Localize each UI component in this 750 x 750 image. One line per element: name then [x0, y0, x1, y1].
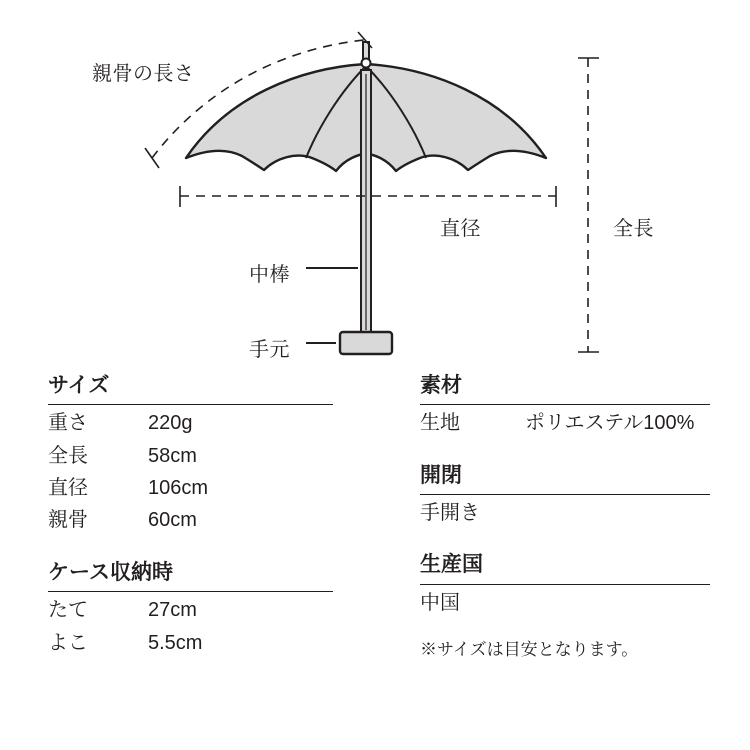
- row-key: 親骨: [48, 509, 88, 532]
- row-value: 60cm: [148, 509, 197, 532]
- total-length-measure: [578, 58, 599, 352]
- label-shaft: 中棒: [249, 264, 290, 286]
- row-key: 重さ: [48, 412, 88, 435]
- spacer: [420, 440, 710, 462]
- table-row: [420, 497, 710, 529]
- row-value: 106cm: [148, 477, 209, 500]
- section-title-origin: 生産国: [420, 553, 483, 577]
- row-key: 全長: [48, 444, 88, 467]
- spec-section-material: [420, 372, 710, 440]
- divider: [420, 584, 710, 585]
- section-title-size: サイズ: [48, 374, 110, 397]
- spec-section-case: [48, 559, 333, 659]
- section-title-material: 素材: [420, 374, 462, 397]
- row-key: 手開き: [420, 501, 480, 524]
- umbrella-diagram: [0, 0, 750, 372]
- table-row: [48, 440, 333, 472]
- divider: [420, 494, 710, 495]
- table-row: [48, 627, 333, 659]
- label-handle: 手元: [249, 339, 290, 361]
- row-value: ポリエステル100%: [525, 412, 695, 435]
- umbrella-diagram-svg: [0, 0, 750, 372]
- row-key: よこ: [48, 631, 88, 654]
- row-key: たて: [48, 599, 88, 622]
- table-row: [420, 407, 710, 439]
- spec-column-right: [420, 372, 710, 660]
- row-value: 58cm: [148, 444, 197, 467]
- table-row: [48, 472, 333, 504]
- size-disclaimer-note: ※サイズは目安となります。: [420, 640, 639, 660]
- table-row: [420, 587, 710, 619]
- label-rib-length: 親骨の長さ: [92, 63, 195, 85]
- divider: [420, 404, 710, 405]
- spec-section-origin: [420, 551, 710, 619]
- row-key: 直径: [48, 477, 88, 500]
- row-key: 生地: [420, 412, 460, 435]
- umbrella-handle: [340, 332, 392, 354]
- spec-column-left: [48, 372, 333, 659]
- divider: [48, 591, 333, 592]
- row-key: 中国: [420, 591, 460, 614]
- divider: [48, 404, 333, 405]
- label-diameter: 直径: [440, 218, 481, 240]
- label-total-length: 全長: [613, 218, 654, 240]
- table-row: [48, 594, 333, 626]
- spec-section-open-close: [420, 462, 710, 530]
- table-row: [48, 504, 333, 536]
- row-value: 220g: [148, 412, 193, 435]
- row-value: 27cm: [148, 599, 197, 622]
- spec-tables: [0, 372, 750, 750]
- section-title-open-close: 開閉: [420, 463, 462, 487]
- table-row: [48, 407, 333, 439]
- spacer: [420, 529, 710, 551]
- section-title-case: ケース収納時: [48, 560, 173, 584]
- umbrella-shaft: [361, 70, 371, 332]
- spec-section-size: [48, 372, 333, 537]
- spacer: [48, 537, 333, 559]
- row-value: 5.5cm: [148, 631, 203, 654]
